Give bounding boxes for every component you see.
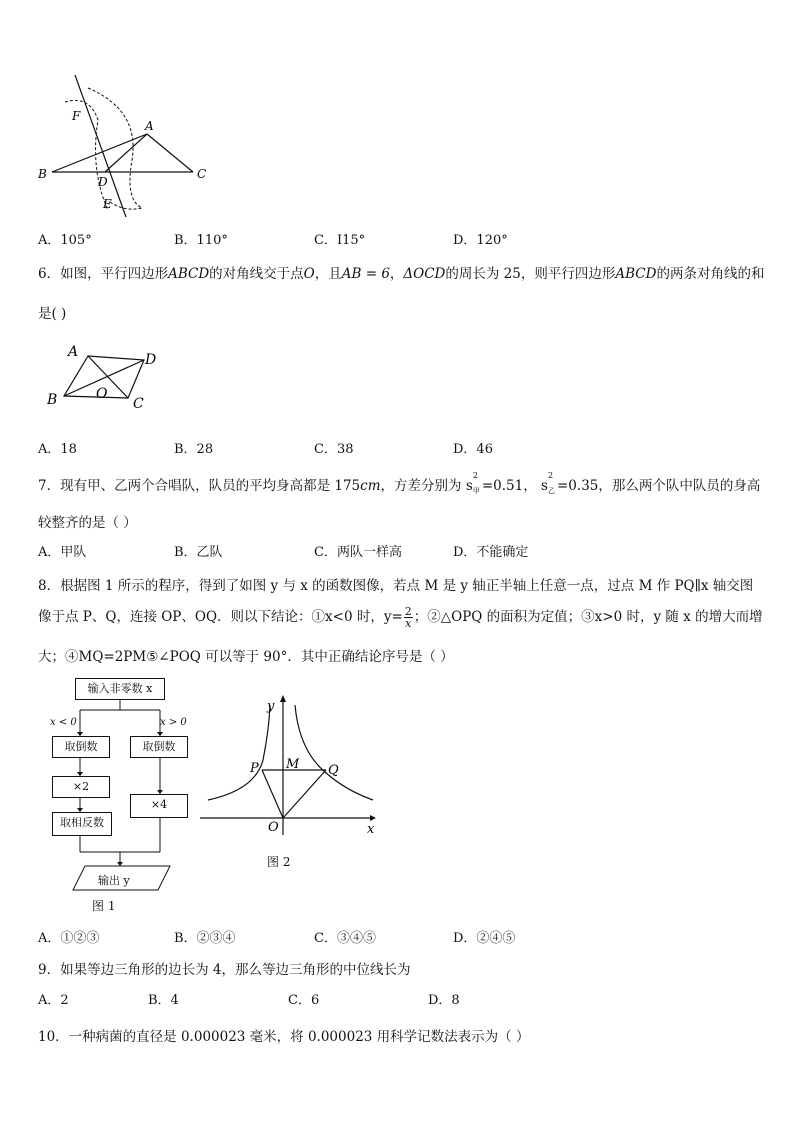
q5-line-ad bbox=[105, 134, 147, 172]
q9-question: 9．如果等边三角形的边长为 4，那么等边三角形的中位线长为 bbox=[38, 962, 411, 978]
flow-recip-right-box: 取倒数 bbox=[130, 736, 188, 758]
q6-option-b[interactable]: B．28 bbox=[174, 442, 214, 457]
graph-caption: 图 2 bbox=[267, 855, 291, 869]
q7-question-line2: 较整齐的是（ ） bbox=[38, 515, 137, 531]
flow-negate-box: 取相反数 bbox=[52, 812, 112, 836]
q6-option-d[interactable]: D．46 bbox=[453, 442, 493, 457]
q5-label-c: C bbox=[197, 167, 207, 181]
flow-caption: 图 1 bbox=[92, 899, 116, 913]
q5-arc-bottom bbox=[110, 202, 142, 209]
q8-option-d[interactable]: D．②④⑤ bbox=[453, 931, 516, 946]
q5-option-c[interactable]: C．I15° bbox=[314, 233, 366, 248]
graph-curve-right bbox=[295, 705, 373, 800]
q6-question-line1: 6．如图，平行四边形ABCD的对角线交于点O，且AB = 6，ΔOCD的周长为 25，则平行四边形ABCD的两条对角线的和 bbox=[38, 266, 765, 282]
q7-question-line1: 7．现有甲、乙两个合唱队，队员的平均身高都是 175cm，方差分别为 s 2 甲 =0.51， s 2 乙 =0.35，那么两个队中队员的身高 bbox=[38, 471, 761, 495]
q9-option-a[interactable]: A．2 bbox=[38, 993, 69, 1008]
q9-option-d[interactable]: D．8 bbox=[428, 993, 460, 1008]
graph-x-arrow bbox=[370, 815, 376, 821]
q7-option-d[interactable]: D．不能确定 bbox=[453, 545, 529, 560]
flow-times2-box: ×2 bbox=[52, 776, 110, 798]
q8-question-line3: 大；④MQ=2PM⑤∠POQ 可以等于 90°．其中正确结论序号是（ ） bbox=[38, 649, 454, 665]
q8-option-c[interactable]: C．③④⑤ bbox=[314, 931, 376, 946]
q5-figure bbox=[30, 70, 210, 220]
q10-question: 10．一种病菌的直径是 0.000023 毫米，将 0.000023 用科学记数法表示为（ ） bbox=[38, 1029, 530, 1045]
q6-option-a[interactable]: A．18 bbox=[38, 442, 77, 457]
graph-label-o: O bbox=[268, 820, 279, 835]
q8-question-line2: 像于点 P、Q，连接 OP、OQ．则以下结论：①x<0 时，y= $\frac{2}{x}$ ；②△OPQ 的面积为定值；③x>0 时，y 随 x 的增大而增 bbox=[38, 605, 763, 630]
flow-recip-left-box: 取倒数 bbox=[52, 736, 110, 758]
q5-option-d[interactable]: D．120° bbox=[453, 233, 508, 248]
graph-label-q: Q bbox=[328, 763, 339, 778]
q7-option-c[interactable]: C．两队一样高 bbox=[314, 545, 402, 560]
q5-arc-right bbox=[88, 88, 142, 208]
q6-question-line2: 是( ) bbox=[38, 306, 67, 322]
graph-segment-oq bbox=[283, 770, 326, 818]
q8-option-b[interactable]: B．②③④ bbox=[174, 931, 236, 946]
graph-label-y: y bbox=[267, 699, 275, 714]
graph-y-arrow bbox=[280, 695, 286, 702]
q8-fraction: $\frac{2}{x}$ bbox=[404, 605, 412, 630]
q7-option-a[interactable]: A．甲队 bbox=[38, 545, 87, 560]
q6-label-o: O bbox=[96, 386, 108, 402]
q6-figure bbox=[40, 340, 170, 415]
graph-label-m: M bbox=[286, 757, 300, 772]
q6-option-c[interactable]: C．38 bbox=[314, 442, 354, 457]
q8-option-a[interactable]: A．①②③ bbox=[38, 931, 100, 946]
flow-input-box: 输入非零数 x bbox=[75, 678, 165, 700]
q8-function-graph bbox=[195, 690, 385, 840]
q6-label-d: D bbox=[145, 352, 157, 368]
q5-line-ac bbox=[147, 134, 193, 172]
q6-label-b: B bbox=[47, 392, 58, 408]
q5-label-d: D bbox=[98, 175, 108, 189]
graph-curve-left bbox=[208, 705, 270, 800]
flow-times4-box: ×4 bbox=[130, 794, 188, 818]
q5-option-b[interactable]: B．110° bbox=[174, 233, 228, 248]
graph-label-p: P bbox=[250, 761, 259, 776]
graph-segment-op bbox=[262, 770, 283, 818]
flow-arrow bbox=[117, 862, 123, 866]
q6-diagonal-ac bbox=[88, 356, 128, 398]
q9-option-b[interactable]: B．4 bbox=[148, 993, 179, 1008]
q9-option-c[interactable]: C．6 bbox=[288, 993, 320, 1008]
q6-label-a: A bbox=[68, 344, 79, 360]
q5-label-a: A bbox=[145, 119, 154, 133]
q6-label-c: C bbox=[133, 396, 144, 412]
q8-question-line1: 8．根据图 1 所示的程序，得到了如图 y 与 x 的函数图像，若点 M 是 y 轴正半轴上任意一点，过点 M 作 PQ∥x 轴交图 bbox=[38, 578, 754, 594]
q5-label-e: E bbox=[103, 197, 112, 211]
q7-option-b[interactable]: B．乙队 bbox=[174, 545, 223, 560]
flow-cond-right: x > 0 bbox=[160, 717, 187, 728]
q5-option-a[interactable]: A．105° bbox=[38, 233, 92, 248]
q5-label-b: B bbox=[38, 167, 47, 181]
flow-cond-left: x < 0 bbox=[50, 717, 77, 728]
q5-label-f: F bbox=[72, 109, 81, 123]
flow-output-label: 输出 y bbox=[98, 874, 130, 887]
graph-label-x: x bbox=[367, 822, 375, 837]
